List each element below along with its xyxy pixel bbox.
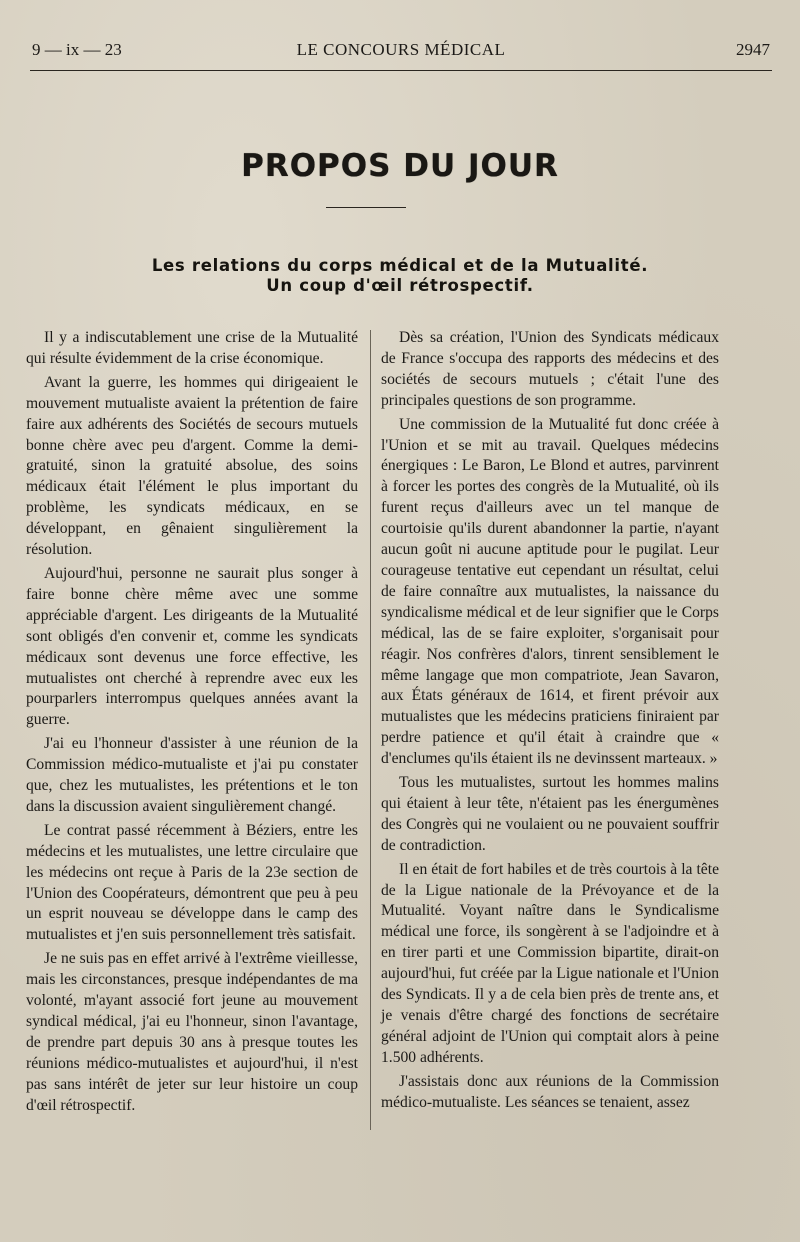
paragraph: Dès sa création, l'Union des Syndicats médicaux de France s'occupa des rapports des médecins et des sociétés de secours mutuels ; c'était l'une des principales questions de son programme. bbox=[381, 329, 719, 409]
running-header bbox=[32, 40, 770, 66]
paragraph: Tous les mutualistes, surtout les hommes malins qui étaient à leur tête, n'étaient pas les énergumènes des Congrès qui ne voulaient ou ne pouvaient souffrir de contradiction. bbox=[381, 774, 719, 854]
paragraph: Avant la guerre, les hommes qui dirigeaient le mouvement mutualiste avaient la prétention de faire faire aux adhérents des Sociétés de secours mutuels bonne chère avec peu d'argent. Comme la demi-gratuité, sinon la gratuité absolue, des soins médicaux était l'élément le plus important du problème, les syndicats médicaux, en se développant, en gênaient singulièrement la résolution. bbox=[26, 373, 358, 559]
title-divider bbox=[326, 207, 406, 208]
paragraph: Une commission de la Mutualité fut donc créée à l'Union et se mit au travail. Quelques médecins énergiques : Le Baron, Le Blond et autres, parvinrent à forcer les portes des congrès de la Mutualité, où ils furent reçus d'ailleurs avec un tel manque de courtoisie qu'ils durent abandonner la partie, n'ayant aucun goût ni aucune aptitude pour le pugilat. Leur courageuse tentative eut cependant un résultat, celui de faire connaître aux mutualistes, la naissance du syndicalisme médical et de leur signifier que le Corps médical, las de se faire exploiter, s'organisait pour réagir. Nos confrères d'alors, tinrent sensiblement le même langage que mon compatriote, Jean Savaron, aux États généraux de 1614, et firent prévoir aux mutualistes que les médecins praticiens finiraient par perdre patience et qu'il était à craindre que « d'enclumes qu'ils étaient ils ne devinssent marteaux. » bbox=[381, 415, 719, 768]
left-column bbox=[26, 328, 358, 1120]
paragraph: J'assistais donc aux réunions de la Commission médico-mutualiste. Les séances se tenaient, assez bbox=[381, 1072, 719, 1111]
page-number: 2947 bbox=[736, 40, 770, 59]
journal-title: LE CONCOURS MÉDICAL bbox=[296, 40, 506, 59]
paragraph: Il y a indiscutablement une crise de la Mutualité qui résulte évidemment de la crise économique. bbox=[26, 329, 358, 367]
paragraph: Le contrat passé récemment à Béziers, entre les médecins et les mutualistes, une lettre circulaire que les médecins ont reçue à Paris de la 23e section de l'Union des Coopérateurs, démontrent que peu à peu un esprit nouveau se développe dans le camp des mutualistes et j'en suis personnellement très satisfait. bbox=[26, 821, 358, 944]
article-subheadline: Un coup d'œil rétrospectif. bbox=[266, 276, 534, 295]
paragraph: Aujourd'hui, personne ne saurait plus songer à faire bonne chère même avec une somme appréciable d'argent. Les dirigeants de la Mutualité sont obligés d'en convenir et, comme les syndicats médicaux sont devenus une force effective, les mutualistes ont cherché à reprendre avec eux les pourparlers interrompus quelques années avant la guerre. bbox=[26, 564, 358, 729]
header-rule bbox=[30, 70, 772, 71]
right-column bbox=[381, 328, 719, 1117]
issue-date: 9 — ix — 23 bbox=[32, 40, 122, 59]
paragraph: Il en était de fort habiles et de très courtois à la tête de la Ligue nationale de la Prévoyance et de la Mutualité. Voyant naître dans le Syndicalisme médical une force, ils songèrent à se l'adjoindre et à en tirer parti et une Commission bipartite, dirait-on aujourd'hui, fut créée par la Ligue nationale et l'Union des Syndicats. Il y a de cela bien près de trente ans, et je venais d'être chargé des fonctions de secrétaire général adjoint de l'Union qui comptait alors à peine 1.500 adhérents. bbox=[381, 860, 719, 1066]
column-divider bbox=[370, 330, 371, 1130]
paragraph: Je ne suis pas en effet arrivé à l'extrême vieillesse, mais les circonstances, presque indépendantes de ma volonté, m'ayant associé fort jeune au mouvement syndical médical, j'ai eu l'honneur, sinon l'avantage, de prendre part depuis 30 ans à presque toutes les réunions médico-mutualistes et aujourd'hui, il n'est pas sans intérêt de jeter sur leur histoire un coup d'œil rétrospectif. bbox=[26, 950, 358, 1114]
paragraph: J'ai eu l'honneur d'assister à une réunion de la Commission médico-mutualiste et j'ai pu constater que, chez les mutualistes, les prétentions et le ton dans la discussion avaient singulièrement changé. bbox=[26, 735, 358, 815]
article-headline: Les relations du corps médical et de la Mutualité. bbox=[151, 256, 649, 275]
section-title: PROPOS DU JOUR bbox=[241, 148, 559, 184]
